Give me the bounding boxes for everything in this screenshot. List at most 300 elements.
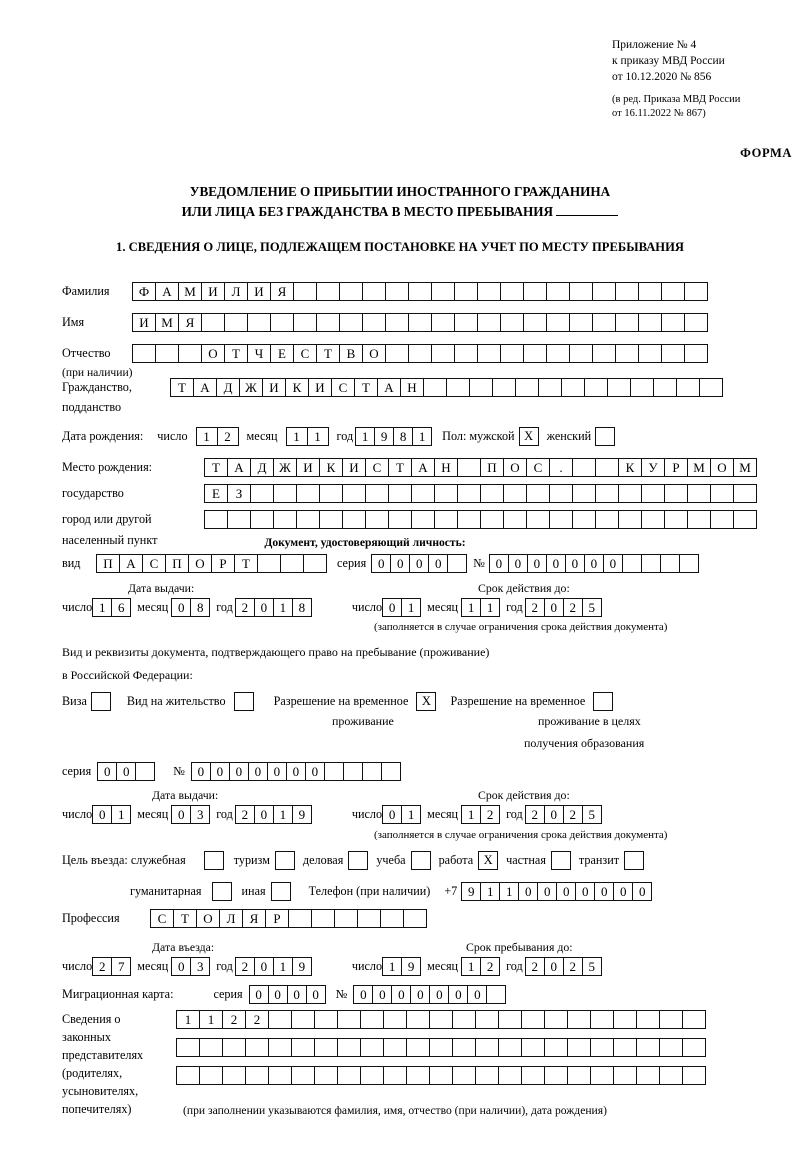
name-input[interactable] — [132, 313, 708, 332]
form-cell[interactable] — [293, 313, 317, 332]
form-cell[interactable]: 1 — [273, 957, 293, 976]
form-cell[interactable] — [291, 1038, 315, 1057]
form-cell[interactable] — [383, 1038, 407, 1057]
doc-valid-day-input[interactable] — [382, 598, 421, 617]
purpose-tourism-checkbox[interactable] — [275, 851, 295, 870]
sex-male-checkbox[interactable]: Х — [519, 427, 539, 446]
form-cell[interactable]: 1 — [461, 805, 481, 824]
form-cell[interactable]: 1 — [273, 598, 293, 617]
form-cell[interactable] — [337, 1038, 361, 1057]
form-cell[interactable] — [408, 313, 432, 332]
form-cell[interactable] — [521, 1038, 545, 1057]
surname-input[interactable] — [132, 282, 708, 301]
form-cell[interactable] — [503, 510, 527, 529]
form-cell[interactable] — [613, 1066, 637, 1085]
form-cell[interactable] — [684, 282, 708, 301]
form-cell[interactable]: 0 — [467, 985, 487, 1004]
form-cell[interactable] — [618, 510, 642, 529]
form-cell[interactable]: 0 — [518, 882, 538, 901]
form-cell[interactable] — [480, 484, 504, 503]
form-cell[interactable]: З — [227, 484, 251, 503]
form-cell[interactable]: 1 — [273, 805, 293, 824]
form-cell[interactable] — [268, 1066, 292, 1085]
form-cell[interactable] — [431, 282, 455, 301]
form-cell[interactable] — [250, 510, 274, 529]
form-cell[interactable] — [319, 510, 343, 529]
doc-issue-month-input[interactable] — [171, 598, 210, 617]
form-cell[interactable]: И — [132, 313, 156, 332]
form-cell[interactable] — [342, 484, 366, 503]
form-cell[interactable] — [357, 909, 381, 928]
form-cell[interactable] — [403, 909, 427, 928]
form-cell[interactable]: 2 — [92, 957, 112, 976]
form-cell[interactable]: 1 — [111, 805, 131, 824]
form-cell[interactable]: 0 — [428, 554, 448, 573]
form-cell[interactable]: П — [165, 554, 189, 573]
doc-series-input[interactable] — [371, 554, 467, 573]
form-cell[interactable] — [523, 344, 547, 363]
form-cell[interactable]: 0 — [171, 598, 191, 617]
form-cell[interactable] — [291, 1010, 315, 1029]
form-cell[interactable]: 0 — [267, 762, 287, 781]
form-cell[interactable] — [477, 313, 501, 332]
form-cell[interactable]: 0 — [305, 762, 325, 781]
form-cell[interactable] — [503, 484, 527, 503]
form-cell[interactable] — [498, 1038, 522, 1057]
form-cell[interactable] — [549, 484, 573, 503]
form-cell[interactable]: 3 — [190, 957, 210, 976]
form-cell[interactable] — [406, 1010, 430, 1029]
form-cell[interactable] — [339, 313, 363, 332]
purpose-service-checkbox[interactable] — [204, 851, 224, 870]
form-cell[interactable] — [636, 1038, 660, 1057]
form-cell[interactable]: С — [331, 378, 355, 397]
form-cell[interactable]: А — [227, 458, 251, 477]
form-cell[interactable]: А — [193, 378, 217, 397]
form-cell[interactable]: С — [365, 458, 389, 477]
form-cell[interactable] — [733, 510, 757, 529]
form-cell[interactable]: О — [201, 344, 225, 363]
form-cell[interactable]: 1 — [199, 1010, 223, 1029]
form-cell[interactable] — [388, 510, 412, 529]
form-cell[interactable]: 0 — [353, 985, 373, 1004]
form-cell[interactable]: 0 — [546, 554, 566, 573]
form-cell[interactable] — [595, 510, 619, 529]
form-cell[interactable] — [661, 282, 685, 301]
form-cell[interactable] — [595, 458, 619, 477]
form-cell[interactable] — [515, 378, 539, 397]
form-cell[interactable] — [385, 344, 409, 363]
birth-month-input[interactable] — [286, 427, 329, 446]
birth-place-line-1-input[interactable] — [204, 458, 757, 477]
form-cell[interactable]: 0 — [544, 598, 564, 617]
form-cell[interactable]: С — [293, 344, 317, 363]
form-cell[interactable]: Р — [664, 458, 688, 477]
form-cell[interactable]: Р — [265, 909, 289, 928]
form-cell[interactable] — [636, 1066, 660, 1085]
form-cell[interactable] — [406, 1038, 430, 1057]
form-cell[interactable]: У — [641, 458, 665, 477]
form-cell[interactable] — [486, 985, 506, 1004]
form-cell[interactable] — [408, 282, 432, 301]
form-cell[interactable] — [679, 554, 699, 573]
temp-residence-edu-checkbox[interactable] — [593, 692, 613, 711]
form-cell[interactable] — [227, 510, 251, 529]
form-cell[interactable] — [546, 282, 570, 301]
form-cell[interactable]: А — [119, 554, 143, 573]
form-cell[interactable] — [176, 1038, 200, 1057]
form-cell[interactable]: Я — [270, 282, 294, 301]
form-cell[interactable] — [538, 378, 562, 397]
form-cell[interactable] — [429, 1010, 453, 1029]
form-cell[interactable]: 0 — [382, 805, 402, 824]
form-cell[interactable] — [569, 344, 593, 363]
form-cell[interactable]: Ф — [132, 282, 156, 301]
doc-issue-day-input[interactable] — [92, 598, 131, 617]
form-cell[interactable]: 0 — [391, 985, 411, 1004]
form-cell[interactable]: 0 — [603, 554, 623, 573]
form-cell[interactable]: Е — [270, 344, 294, 363]
form-cell[interactable] — [204, 510, 228, 529]
form-cell[interactable] — [319, 484, 343, 503]
form-cell[interactable]: 0 — [448, 985, 468, 1004]
form-cell[interactable]: О — [710, 458, 734, 477]
form-cell[interactable]: И — [247, 282, 271, 301]
form-cell[interactable] — [687, 510, 711, 529]
form-cell[interactable] — [431, 344, 455, 363]
form-cell[interactable]: 1 — [401, 805, 421, 824]
form-cell[interactable] — [638, 313, 662, 332]
form-cell[interactable]: О — [362, 344, 386, 363]
form-cell[interactable]: Т — [234, 554, 258, 573]
form-cell[interactable]: И — [296, 458, 320, 477]
form-cell[interactable] — [661, 344, 685, 363]
form-cell[interactable]: Я — [242, 909, 266, 928]
form-cell[interactable]: 1 — [196, 427, 218, 446]
form-cell[interactable] — [607, 378, 631, 397]
form-cell[interactable]: 0 — [254, 598, 274, 617]
citizenship-input[interactable] — [170, 378, 723, 397]
form-cell[interactable] — [381, 762, 401, 781]
birth-day-input[interactable] — [196, 427, 239, 446]
form-cell[interactable] — [475, 1038, 499, 1057]
migration-number-input[interactable] — [353, 985, 506, 1004]
stay-valid-month-input[interactable] — [461, 805, 500, 824]
form-cell[interactable]: 6 — [111, 598, 131, 617]
form-cell[interactable]: 2 — [235, 957, 255, 976]
form-cell[interactable]: Н — [434, 458, 458, 477]
form-cell[interactable]: 0 — [116, 762, 136, 781]
form-cell[interactable] — [567, 1010, 591, 1029]
form-cell[interactable]: К — [618, 458, 642, 477]
form-cell[interactable]: 0 — [489, 554, 509, 573]
stay-number-input[interactable] — [191, 762, 401, 781]
form-cell[interactable] — [584, 378, 608, 397]
form-cell[interactable] — [288, 909, 312, 928]
form-cell[interactable] — [477, 344, 501, 363]
form-cell[interactable]: 0 — [268, 985, 288, 1004]
form-cell[interactable]: М — [155, 313, 179, 332]
form-cell[interactable] — [595, 484, 619, 503]
form-cell[interactable]: 9 — [292, 957, 312, 976]
form-cell[interactable]: 0 — [92, 805, 112, 824]
form-cell[interactable] — [475, 1010, 499, 1029]
form-cell[interactable] — [592, 282, 616, 301]
form-cell[interactable] — [492, 378, 516, 397]
form-cell[interactable] — [337, 1010, 361, 1029]
form-cell[interactable] — [613, 1038, 637, 1057]
form-cell[interactable] — [521, 1010, 545, 1029]
stay-until-day-input[interactable] — [382, 957, 421, 976]
form-cell[interactable]: 0 — [565, 554, 585, 573]
form-cell[interactable]: 0 — [409, 554, 429, 573]
form-cell[interactable] — [454, 344, 478, 363]
form-cell[interactable]: 0 — [371, 554, 391, 573]
form-cell[interactable]: 2 — [217, 427, 239, 446]
purpose-study-checkbox[interactable] — [411, 851, 431, 870]
form-cell[interactable] — [303, 554, 327, 573]
form-cell[interactable] — [572, 484, 596, 503]
form-cell[interactable] — [622, 554, 642, 573]
form-cell[interactable]: 5 — [582, 598, 602, 617]
form-cell[interactable]: 0 — [429, 985, 449, 1004]
form-cell[interactable] — [699, 378, 723, 397]
form-cell[interactable]: 2 — [480, 805, 500, 824]
form-cell[interactable] — [454, 313, 478, 332]
migration-series-input[interactable] — [249, 985, 326, 1004]
form-cell[interactable]: 0 — [584, 554, 604, 573]
legal-rep-row-1-input[interactable] — [176, 1010, 706, 1029]
form-cell[interactable] — [334, 909, 358, 928]
form-cell[interactable] — [454, 282, 478, 301]
form-cell[interactable] — [682, 1066, 706, 1085]
form-cell[interactable] — [477, 282, 501, 301]
form-cell[interactable]: 0 — [544, 957, 564, 976]
form-cell[interactable] — [362, 313, 386, 332]
form-cell[interactable] — [452, 1038, 476, 1057]
form-cell[interactable] — [365, 484, 389, 503]
form-cell[interactable] — [590, 1066, 614, 1085]
form-cell[interactable]: Ж — [239, 378, 263, 397]
form-cell[interactable] — [434, 510, 458, 529]
form-cell[interactable] — [710, 510, 734, 529]
form-cell[interactable] — [423, 378, 447, 397]
form-cell[interactable] — [618, 484, 642, 503]
form-cell[interactable]: 1 — [480, 598, 500, 617]
form-cell[interactable]: Я — [178, 313, 202, 332]
form-cell[interactable]: Т — [354, 378, 378, 397]
form-cell[interactable] — [684, 344, 708, 363]
form-cell[interactable] — [457, 484, 481, 503]
purpose-business-checkbox[interactable] — [348, 851, 368, 870]
form-cell[interactable] — [245, 1066, 269, 1085]
form-cell[interactable]: К — [285, 378, 309, 397]
form-cell[interactable] — [245, 1038, 269, 1057]
legal-rep-row-3-input[interactable] — [176, 1066, 706, 1085]
stay-series-input[interactable] — [97, 762, 155, 781]
form-cell[interactable]: Н — [400, 378, 424, 397]
form-cell[interactable]: 1 — [480, 882, 500, 901]
form-cell[interactable]: 2 — [235, 805, 255, 824]
form-cell[interactable]: 1 — [499, 882, 519, 901]
doc-number-input[interactable] — [489, 554, 699, 573]
form-cell[interactable] — [311, 909, 335, 928]
form-cell[interactable]: П — [480, 458, 504, 477]
form-cell[interactable]: Т — [316, 344, 340, 363]
form-cell[interactable]: 0 — [254, 805, 274, 824]
form-cell[interactable]: 0 — [556, 882, 576, 901]
form-cell[interactable] — [523, 282, 547, 301]
form-cell[interactable]: Р — [211, 554, 235, 573]
form-cell[interactable]: Т — [224, 344, 248, 363]
stay-issue-year-input[interactable] — [235, 805, 312, 824]
form-cell[interactable] — [247, 313, 271, 332]
form-cell[interactable] — [411, 484, 435, 503]
form-cell[interactable]: 8 — [393, 427, 413, 446]
form-cell[interactable] — [388, 484, 412, 503]
form-cell[interactable] — [664, 484, 688, 503]
form-cell[interactable]: П — [96, 554, 120, 573]
form-cell[interactable] — [733, 484, 757, 503]
form-cell[interactable] — [660, 554, 680, 573]
form-cell[interactable] — [155, 344, 179, 363]
form-cell[interactable]: В — [339, 344, 363, 363]
form-cell[interactable] — [360, 1038, 384, 1057]
form-cell[interactable] — [710, 484, 734, 503]
form-cell[interactable]: С — [142, 554, 166, 573]
temp-residence-checkbox[interactable]: Х — [416, 692, 436, 711]
form-cell[interactable] — [561, 378, 585, 397]
form-cell[interactable]: Ж — [273, 458, 297, 477]
purpose-humanitarian-checkbox[interactable] — [212, 882, 232, 901]
birth-place-line-2-input[interactable] — [204, 484, 757, 503]
form-cell[interactable] — [572, 458, 596, 477]
form-cell[interactable] — [268, 1010, 292, 1029]
form-cell[interactable]: 0 — [306, 985, 326, 1004]
form-cell[interactable]: И — [342, 458, 366, 477]
form-cell[interactable]: 0 — [544, 805, 564, 824]
form-cell[interactable]: К — [319, 458, 343, 477]
form-cell[interactable]: И — [262, 378, 286, 397]
form-cell[interactable]: . — [549, 458, 573, 477]
form-cell[interactable] — [293, 282, 317, 301]
form-cell[interactable]: А — [377, 378, 401, 397]
entry-day-input[interactable] — [92, 957, 131, 976]
form-cell[interactable] — [567, 1066, 591, 1085]
form-cell[interactable]: 1 — [355, 427, 375, 446]
patronymic-input[interactable] — [132, 344, 708, 363]
form-cell[interactable]: 2 — [525, 805, 545, 824]
form-cell[interactable] — [273, 510, 297, 529]
form-cell[interactable]: 0 — [210, 762, 230, 781]
sex-female-checkbox[interactable] — [595, 427, 615, 446]
form-cell[interactable] — [224, 313, 248, 332]
stay-until-month-input[interactable] — [461, 957, 500, 976]
form-cell[interactable]: А — [411, 458, 435, 477]
form-cell[interactable] — [630, 378, 654, 397]
form-cell[interactable]: 2 — [222, 1010, 246, 1029]
form-cell[interactable]: Е — [204, 484, 228, 503]
form-cell[interactable] — [178, 344, 202, 363]
form-cell[interactable]: 9 — [374, 427, 394, 446]
form-cell[interactable]: 0 — [632, 882, 652, 901]
form-cell[interactable] — [641, 510, 665, 529]
form-cell[interactable] — [257, 554, 281, 573]
form-cell[interactable] — [362, 282, 386, 301]
form-cell[interactable] — [339, 282, 363, 301]
form-cell[interactable]: О — [196, 909, 220, 928]
form-cell[interactable]: 1 — [382, 957, 402, 976]
form-cell[interactable] — [429, 1066, 453, 1085]
form-cell[interactable] — [684, 313, 708, 332]
form-cell[interactable]: 0 — [594, 882, 614, 901]
form-cell[interactable] — [316, 313, 340, 332]
form-cell[interactable] — [638, 282, 662, 301]
profession-input[interactable] — [150, 909, 427, 928]
form-cell[interactable]: 0 — [286, 762, 306, 781]
form-cell[interactable]: 1 — [401, 598, 421, 617]
form-cell[interactable]: 2 — [563, 805, 583, 824]
form-cell[interactable] — [523, 313, 547, 332]
form-cell[interactable] — [314, 1066, 338, 1085]
form-cell[interactable] — [682, 1010, 706, 1029]
form-cell[interactable]: 0 — [254, 957, 274, 976]
form-cell[interactable] — [569, 282, 593, 301]
form-cell[interactable] — [569, 313, 593, 332]
form-cell[interactable]: И — [201, 282, 225, 301]
form-cell[interactable] — [452, 1066, 476, 1085]
stay-valid-year-input[interactable] — [525, 805, 602, 824]
form-cell[interactable]: 9 — [461, 882, 481, 901]
form-cell[interactable] — [653, 378, 677, 397]
form-cell[interactable] — [411, 510, 435, 529]
form-cell[interactable]: 2 — [563, 957, 583, 976]
form-cell[interactable] — [521, 1066, 545, 1085]
residence-permit-checkbox[interactable] — [234, 692, 254, 711]
form-cell[interactable]: 2 — [235, 598, 255, 617]
doc-valid-year-input[interactable] — [525, 598, 602, 617]
form-cell[interactable]: С — [526, 458, 550, 477]
form-cell[interactable] — [544, 1010, 568, 1029]
form-cell[interactable]: 0 — [248, 762, 268, 781]
form-cell[interactable] — [176, 1066, 200, 1085]
form-cell[interactable]: 2 — [480, 957, 500, 976]
form-cell[interactable]: 5 — [582, 957, 602, 976]
form-cell[interactable] — [567, 1038, 591, 1057]
form-cell[interactable] — [544, 1038, 568, 1057]
purpose-transit-checkbox[interactable] — [624, 851, 644, 870]
form-cell[interactable]: 8 — [190, 598, 210, 617]
form-cell[interactable] — [268, 1038, 292, 1057]
form-cell[interactable] — [664, 510, 688, 529]
form-cell[interactable] — [343, 762, 363, 781]
form-cell[interactable]: 2 — [525, 957, 545, 976]
form-cell[interactable] — [676, 378, 700, 397]
form-cell[interactable]: 1 — [461, 598, 481, 617]
form-cell[interactable]: 0 — [171, 957, 191, 976]
form-cell[interactable] — [687, 484, 711, 503]
purpose-other-checkbox[interactable] — [271, 882, 291, 901]
form-cell[interactable]: 1 — [307, 427, 329, 446]
form-cell[interactable] — [452, 1010, 476, 1029]
form-cell[interactable]: Т — [204, 458, 228, 477]
form-cell[interactable]: 0 — [249, 985, 269, 1004]
form-cell[interactable] — [360, 1066, 384, 1085]
form-cell[interactable] — [360, 1010, 384, 1029]
form-cell[interactable]: 3 — [190, 805, 210, 824]
form-cell[interactable] — [291, 1066, 315, 1085]
form-cell[interactable] — [590, 1010, 614, 1029]
